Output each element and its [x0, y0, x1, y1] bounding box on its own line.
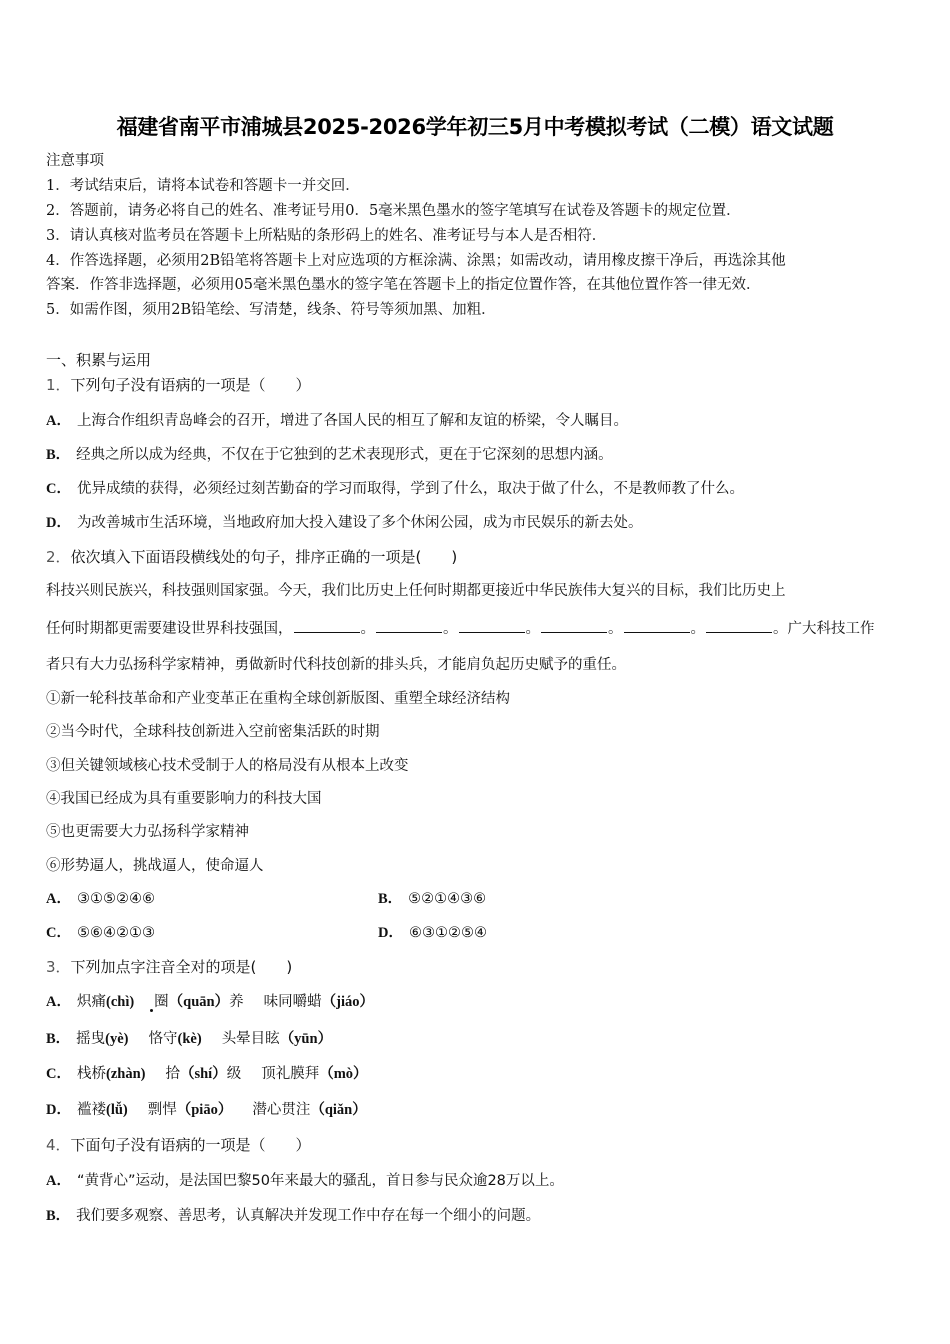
blank-3[interactable] [459, 618, 525, 633]
question-3-option-a[interactable] [46, 992, 374, 1012]
separator: 。 [690, 621, 705, 637]
passage-text: 任何时期都更需要建设世界科技强国， [46, 621, 293, 637]
separator: 。 [443, 621, 458, 637]
word: 潜心贯注 [252, 1102, 311, 1118]
notes-heading: 注意事项 [46, 153, 104, 169]
pinyin: (kè) [177, 1031, 202, 1047]
note-item: 答案．作答非选择题，必须用05毫米黑色墨水的签字笔在答题卡上的指定位置作答，在其他位置作答一律无效． [46, 277, 761, 293]
word: 拾 [165, 1066, 180, 1082]
question-number: 2． [46, 548, 71, 566]
blank-1[interactable] [294, 618, 360, 633]
option-letter: A． [46, 891, 71, 907]
note-item: 5．如需作图，须用2B铅笔绘、写清楚，线条、符号等须加黑、加粗． [46, 302, 496, 318]
word: 味同嚼蜡 [263, 994, 322, 1010]
option-text: ③①⑤②④⑥ [76, 891, 155, 907]
word: 头晕目眩 [221, 1031, 280, 1047]
question-2-option-c[interactable] [46, 923, 155, 943]
pinyin: (lǚ) [105, 1102, 128, 1118]
question-1-stem [46, 375, 311, 395]
question-text: 下列加点字注音全对的项是( ) [70, 958, 293, 976]
sentence-4: ④我国已经成为具有重要影响力的科技大国 [46, 791, 322, 807]
option-letter: C． [46, 1066, 71, 1082]
option-text: 上海合作组织青岛峰会的召开，增进了各国人民的相互了解和友谊的桥梁，令人瞩目。 [76, 413, 628, 429]
question-2-stem [46, 547, 457, 567]
sentence-2: ②当今时代，全球科技创新进入空前密集活跃的时期 [46, 724, 380, 740]
option-letter: D． [46, 1102, 71, 1118]
option-letter: D． [378, 925, 403, 941]
note-item: 4．作答选择题，必须用2B铅笔将答题卡上对应选项的方框涂满、涂黑；如需改动，请用橡皮擦干净后，再选涂其他 [46, 253, 786, 269]
note-item: 3．请认真核对监考员在答题卡上所粘贴的条形码上的姓名、准考证号与本人是否相符． [46, 228, 607, 244]
question-1-option-c[interactable] [46, 479, 744, 499]
question-3-stem [46, 957, 292, 977]
note-item: 1．考试结束后，请将本试卷和答题卡一并交回． [46, 178, 360, 194]
question-3-option-b[interactable] [46, 1029, 332, 1049]
dotted-word: 圈 [154, 994, 169, 1010]
question-2-option-d[interactable] [378, 923, 487, 943]
document-title: 福建省南平市浦城县2025-2026学年初三5月中考模拟考试（二模）语文试题 [116, 115, 834, 139]
separator: 。 [608, 621, 623, 637]
pinyin: （yūn） [279, 1031, 333, 1047]
pinyin: （piāo） [176, 1102, 233, 1118]
question-4-option-b[interactable] [46, 1206, 540, 1226]
pinyin: （mò） [319, 1066, 368, 1082]
passage-text: 。广大科技工作 [773, 621, 875, 637]
passage-line-3: 者只有大力弘扬科学家精神，勇做新时代科技创新的排头兵，才能肩负起历史赋予的重任。 [46, 657, 626, 673]
word-suffix: 级 [226, 1066, 242, 1082]
option-text: ⑥③①②⑤④ [408, 925, 487, 941]
pinyin: （shí） [179, 1066, 227, 1082]
question-text: 下面句子没有语病的一项是（ ） [70, 1136, 311, 1154]
word: 炽痛 [76, 994, 106, 1010]
option-letter: C． [46, 925, 71, 941]
passage-line-2 [46, 618, 875, 639]
pinyin: （quān） [168, 994, 230, 1010]
option-letter: A． [46, 1173, 71, 1189]
section-heading: 一、积累与运用 [46, 351, 152, 369]
option-text: 经典之所以成为经典，不仅在于它独到的艺术表现形式，更在于它深刻的思想内涵。 [76, 447, 613, 463]
question-3-option-d[interactable] [46, 1100, 367, 1120]
word: 剽悍 [147, 1102, 177, 1118]
word-suffix: 养 [229, 994, 244, 1010]
blank-6[interactable] [706, 618, 772, 633]
sentence-1: ①新一轮科技革命和产业变革正在重构全球创新版图、重塑全球经济结构 [46, 691, 510, 707]
option-letter: B． [46, 1031, 71, 1047]
note-item: 2．答题前，请务必将自己的姓名、准考证号用0．5毫米黑色墨水的签字笔填写在试卷及答题卡的规定位置． [46, 203, 741, 219]
option-letter: A． [46, 413, 71, 429]
option-text: ⑤⑥④②①③ [76, 925, 155, 941]
pinyin: (zhàn) [105, 1066, 146, 1082]
passage-line-1: 科技兴则民族兴，科技强则国家强。今天，我们比历史上任何时期都更接近中华民族伟大复兴的目标，我们比历史上 [46, 583, 786, 599]
sentence-5: ⑤也更需要大力弘扬科学家精神 [46, 824, 249, 840]
question-4-stem [46, 1135, 311, 1155]
question-1-option-d[interactable] [46, 513, 642, 533]
question-1-option-a[interactable] [46, 411, 628, 431]
word: 顶礼膜拜 [261, 1066, 320, 1082]
option-letter: D． [46, 515, 71, 531]
pinyin: (chì) [105, 994, 135, 1010]
word: 摇曳 [76, 1031, 106, 1047]
separator: 。 [360, 621, 375, 637]
word: 栈桥 [76, 1066, 106, 1082]
question-text: 下列句子没有语病的一项是（ ） [70, 376, 311, 394]
sentence-3: ③但关键领域核心技术受制于人的格局没有从根本上改变 [46, 758, 409, 774]
sentence-6: ⑥形势逼人，挑战逼人，使命逼人 [46, 858, 264, 874]
pinyin: （jiáo） [321, 994, 374, 1010]
question-number: 3． [46, 958, 71, 976]
question-2-option-b[interactable] [378, 889, 486, 909]
word: 褴褛 [76, 1102, 106, 1118]
pinyin: （qiǎn） [310, 1102, 367, 1118]
option-text: 我们要多观察、善思考，认真解决并发现工作中存在每一个细小的问题。 [76, 1208, 541, 1224]
option-letter: B． [46, 1208, 71, 1224]
question-number: 1． [46, 376, 71, 394]
question-text: 依次填入下面语段横线处的句子，排序正确的一项是( ) [70, 548, 458, 566]
question-number: 4． [46, 1136, 71, 1154]
option-letter: A． [46, 994, 71, 1010]
option-text: 优异成绩的获得，必须经过刻苦勤奋的学习而取得，学到了什么，取决于做了什么，不是教师教了什么。 [76, 481, 744, 497]
option-text: ⑤②①④③⑥ [408, 891, 487, 907]
blank-4[interactable] [541, 618, 607, 633]
word: 恪守 [148, 1031, 178, 1047]
option-letter: B． [378, 891, 403, 907]
separator: 。 [525, 621, 540, 637]
question-4-option-a[interactable] [46, 1171, 564, 1191]
blank-2[interactable] [376, 618, 442, 633]
question-2-option-a[interactable] [46, 889, 155, 909]
option-text: “黄背心”运动，是法国巴黎50年来最大的骚乱，首日参与民众逾28万以上。 [76, 1173, 564, 1189]
pinyin: (yè) [105, 1031, 129, 1047]
option-text: 为改善城市生活环境，当地政府加大投入建设了多个休闲公园，成为市民娱乐的新去处。 [76, 515, 643, 531]
option-letter: B． [46, 447, 71, 463]
blank-5[interactable] [624, 618, 690, 633]
question-1-option-b[interactable] [46, 445, 613, 465]
question-3-option-c[interactable] [46, 1064, 368, 1084]
option-letter: C． [46, 481, 71, 497]
